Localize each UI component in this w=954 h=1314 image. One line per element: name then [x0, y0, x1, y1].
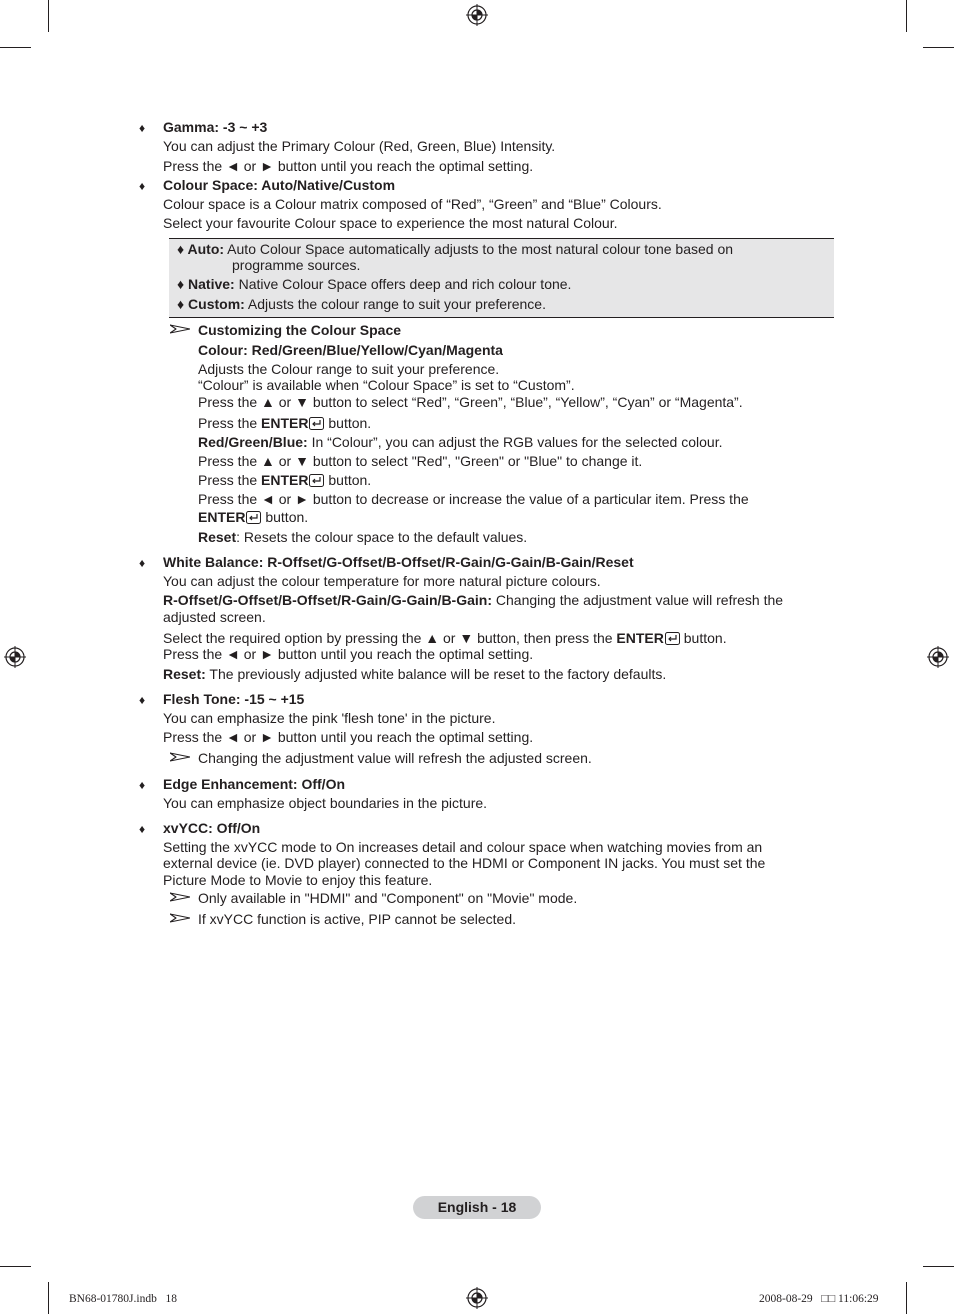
bullet-icon: ♦ [139, 179, 146, 193]
xvycc-line-3: Picture Mode to Movie to enjoy this feature. [163, 872, 433, 888]
custom-colour-heading: Customizing the Colour Space [198, 322, 402, 338]
crop-mark [906, 0, 907, 32]
flesh-tone-line-2: Press the ◄ or ► button until you reach the optimal setting. [163, 729, 534, 745]
enter-label: ENTER [198, 509, 246, 525]
enter-icon [246, 511, 261, 524]
custom-line-4: Press the ▲ or ▼ button to select "Red", "Green" or "Blue" to change it. [198, 453, 643, 469]
option-custom-text: Adjusts the colour range to suit your preference. [244, 296, 546, 312]
custom-enter-line-2 [198, 472, 371, 489]
enter-label: ENTER [616, 630, 664, 646]
enter-label: ENTER [261, 472, 309, 488]
flesh-tone-note: Changing the adjustment value will refresh the adjusted screen. [198, 750, 592, 766]
crop-mark [906, 1282, 907, 1314]
white-balance-reset-text: The previously adjusted white balance will be reset to the factory defaults. [205, 666, 667, 682]
option-auto-text-2: programme sources. [232, 257, 361, 273]
white-balance-options-label: R-Offset/G-Offset/B-Offset/R-Gain/G-Gain/B-Gain: [163, 592, 492, 608]
xvycc-title: xvYCC: Off/On [163, 820, 261, 836]
colour-space-line-1: Colour space is a Colour matrix composed of “Red”, “Green” and “Blue” Colours. [163, 196, 662, 212]
white-balance-title: White Balance: R-Offset/G-Offset/B-Offset/R-Gain/G-Gain/B-Gain/Reset [163, 554, 634, 570]
xvycc-line-2: external device (ie. DVD player) connected to the HDMI or Component IN jacks. You must set the [163, 855, 766, 871]
white-balance-line-4: Press the ◄ or ► button until you reach the optimal setting. [163, 646, 534, 662]
white-balance-reset-line [163, 666, 666, 683]
white-balance-line-1: You can adjust the colour temperature for more natural picture colours. [163, 573, 601, 589]
registration-mark-icon [466, 4, 488, 26]
button-suffix: button. [324, 415, 372, 431]
xvycc-line-1: Setting the xvYCC mode to On increases detail and colour space when watching movies from an [163, 839, 763, 855]
rgb-label: Red/Green/Blue: [198, 434, 308, 450]
colour-space-line-2: Select your favourite Colour space to experience the most natural Colour. [163, 215, 618, 231]
white-balance-reset-label: Reset: [163, 666, 206, 682]
bullet-icon: ♦ [139, 121, 146, 135]
button-suffix: button. [679, 630, 727, 646]
bullet-icon: ♦ [139, 822, 146, 836]
option-auto-label: ♦ Auto: [177, 241, 225, 257]
edge-line-1: You can emphasize object boundaries in the picture. [163, 795, 488, 811]
crop-mark [48, 0, 49, 32]
option-native [177, 276, 571, 293]
button-suffix: button. [261, 509, 309, 525]
option-auto [177, 241, 733, 258]
crop-mark [0, 1266, 31, 1267]
registration-mark-icon [466, 1287, 488, 1309]
white-balance-select-line [163, 630, 727, 647]
crop-mark [923, 47, 954, 48]
xvycc-note-2: If xvYCC function is active, PIP cannot be selected. [198, 911, 517, 927]
flesh-tone-line-1: You can emphasize the pink 'flesh tone' in the picture. [163, 710, 496, 726]
white-balance-select-text: Select the required option by pressing the ▲ or ▼ button, then press the [163, 630, 617, 646]
reset-text: : Resets the colour space to the default values. [236, 529, 528, 545]
custom-line-5: Press the ◄ or ► button to decrease or increase the value of a particular item. Press the [198, 491, 749, 507]
custom-line-3: Press the ▲ or ▼ button to select “Red”, “Green”, “Blue”, “Yellow”, “Cyan” or “Magenta”. [198, 394, 743, 410]
custom-line-1: Adjusts the Colour range to suit your preference. [198, 361, 500, 377]
page-number-badge: English - 18 [413, 1196, 541, 1219]
gamma-line-1: You can adjust the Primary Colour (Red, Green, Blue) Intensity. [163, 138, 556, 154]
reset-label: Reset [198, 529, 237, 545]
option-custom-label: ♦ Custom: [177, 296, 245, 312]
button-suffix: button. [324, 472, 372, 488]
flesh-tone-title: Flesh Tone: -15 ~ +15 [163, 691, 305, 707]
note-arrow-icon [170, 752, 190, 762]
enter-icon [665, 632, 680, 645]
custom-line-2: “Colour” is available when “Colour Space” is set to “Custom”. [198, 377, 575, 393]
colour-heading: Colour: Red/Green/Blue/Yellow/Cyan/Magenta [198, 342, 503, 358]
option-native-text: Native Colour Space offers deep and rich colour tone. [234, 276, 572, 292]
note-arrow-icon [170, 324, 190, 334]
gamma-line-2: Press the ◄ or ► button until you reach the optimal setting. [163, 158, 534, 174]
rgb-text: In “Colour”, you can adjust the RGB values for the selected colour. [307, 434, 723, 450]
bullet-icon: ♦ [139, 556, 146, 570]
enter-icon [309, 474, 324, 487]
crop-mark [923, 1266, 954, 1267]
colour-space-title: Colour Space: Auto/Native/Custom [163, 177, 396, 193]
press-the-text: Press the [198, 415, 262, 431]
custom-enter-line-1 [198, 415, 371, 432]
custom-enter-line-3 [198, 509, 308, 526]
edge-title: Edge Enhancement: Off/On [163, 776, 346, 792]
option-custom [177, 296, 546, 313]
bullet-icon: ♦ [139, 693, 146, 707]
registration-mark-icon [4, 646, 26, 668]
print-slug-right: 2008-08-29 □□ 11:06:29 [759, 1293, 879, 1305]
note-arrow-icon [170, 892, 190, 902]
crop-mark [48, 1282, 49, 1314]
registration-mark-icon [927, 646, 949, 668]
white-balance-options-text-2: adjusted screen. [163, 609, 266, 625]
enter-icon [309, 417, 324, 430]
option-native-label: ♦ Native: [177, 276, 235, 292]
reset-line [198, 529, 527, 546]
colour-space-options-box [169, 238, 834, 318]
xvycc-note-1: Only available in "HDMI" and "Component" on "Movie" mode. [198, 890, 578, 906]
note-arrow-icon [170, 913, 190, 923]
rgb-line [198, 434, 722, 451]
white-balance-options-text: Changing the adjustment value will refresh the [492, 592, 784, 608]
option-auto-text: Auto Colour Space automatically adjusts to the most natural colour tone based on [224, 241, 734, 257]
white-balance-options-line [163, 592, 783, 609]
bullet-icon: ♦ [139, 778, 146, 792]
enter-label: ENTER [261, 415, 309, 431]
press-the-text: Press the [198, 472, 262, 488]
print-slug-left: BN68-01780J.indb 18 [69, 1293, 177, 1305]
crop-mark [0, 47, 31, 48]
gamma-title: Gamma: -3 ~ +3 [163, 119, 268, 135]
